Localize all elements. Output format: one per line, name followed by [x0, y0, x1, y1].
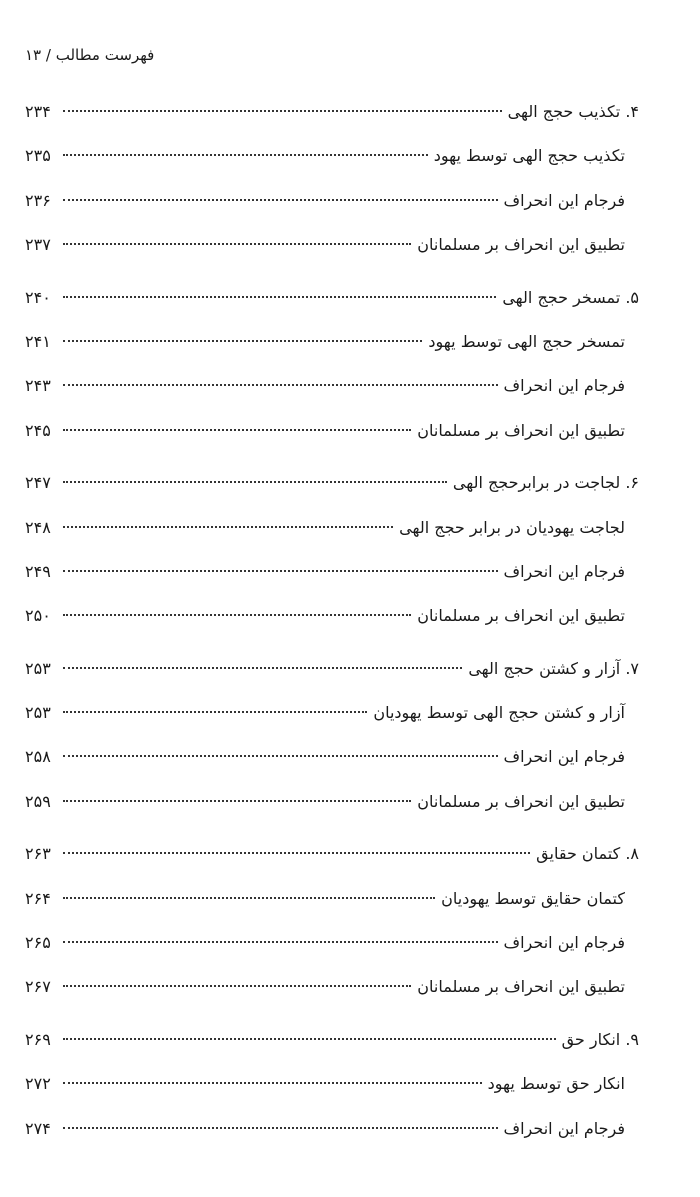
toc-item[interactable]	[25, 1107, 639, 1151]
toc-heading[interactable]	[25, 1018, 639, 1062]
toc-entry-title: ۵. تمسخر حجج الهی	[502, 287, 639, 307]
toc-entry-title: آزار و کشتن حجج الهی توسط یهودیان	[373, 703, 625, 723]
toc-entry-page: ۲۳۴	[25, 102, 51, 121]
toc-item[interactable]	[25, 364, 639, 408]
dot-leader	[63, 1127, 498, 1129]
toc-entry-title: فرجام این انحراف	[503, 933, 625, 953]
toc-item[interactable]	[25, 179, 639, 223]
toc-entry-page: ۲۵۹	[25, 791, 51, 811]
toc-entry-title: تکذیب حجج الهی توسط یهود	[433, 146, 625, 166]
toc-section	[25, 90, 639, 268]
toc-entry-title: فرجام این انحراف	[503, 190, 625, 210]
toc-entry-page: ۲۵۰	[25, 606, 51, 626]
dot-leader	[63, 1038, 556, 1040]
toc-entry-page: ۲۴۵	[25, 420, 51, 440]
dot-leader	[63, 985, 411, 987]
toc-entry-page: ۲۴۱	[25, 331, 51, 351]
toc-entry-title: تطبیق این انحراف بر مسلمانان	[417, 977, 625, 997]
toc-entry-title: تطبیق این انحراف بر مسلمانان	[417, 791, 625, 811]
dot-leader	[63, 1082, 482, 1084]
toc-section	[25, 276, 639, 454]
toc-entry-page: ۲۶۹	[25, 1029, 51, 1049]
dot-leader	[63, 614, 411, 616]
toc-entry-page: ۲۵۳	[25, 703, 51, 723]
dot-leader	[63, 199, 498, 201]
toc-item[interactable]	[25, 134, 639, 178]
toc-entry-page: ۲۴۷	[25, 473, 51, 493]
toc-section	[25, 461, 639, 639]
toc-entry-page: ۲۳۵	[25, 146, 51, 166]
toc-entry-title: فرجام این انحراف	[503, 747, 625, 767]
dot-leader	[63, 897, 435, 899]
dot-leader	[63, 110, 502, 112]
dot-leader	[63, 852, 530, 854]
toc-item[interactable]	[25, 921, 639, 965]
toc-entry-title: فرجام این انحراف	[503, 1118, 625, 1138]
toc-item[interactable]	[25, 877, 639, 921]
toc-entry-page: ۲۴۰	[25, 287, 51, 307]
toc-entry-page: ۲۷۴	[25, 1118, 51, 1138]
dot-leader	[63, 296, 496, 298]
toc-item[interactable]	[25, 1062, 639, 1106]
dot-leader	[63, 481, 447, 483]
dot-leader	[63, 526, 393, 528]
toc-entry-page: ۲۶۳	[25, 844, 51, 864]
toc-entry-title: ۹. انکار حق	[561, 1029, 639, 1049]
toc-section	[25, 647, 639, 825]
toc-entry-title: تطبیق این انحراف بر مسلمانان	[417, 420, 625, 440]
toc-entry-page: ۲۷۲	[25, 1074, 51, 1094]
toc-entry-page: ۲۳۶	[25, 190, 51, 210]
toc-entry-title: تطبیق این انحراف بر مسلمانان	[417, 606, 625, 626]
toc-heading[interactable]	[25, 276, 639, 320]
dot-leader	[63, 667, 462, 669]
toc-item[interactable]	[25, 594, 639, 638]
dot-leader	[63, 711, 367, 713]
toc-entry-page: ۲۵۳	[25, 658, 51, 678]
toc-entry-page: ۲۵۸	[25, 747, 51, 767]
toc-entry-title: تمسخر حجج الهی توسط یهود	[428, 331, 625, 351]
toc-item[interactable]	[25, 965, 639, 1009]
dot-leader	[63, 941, 498, 943]
toc-entry-page: ۲۴۹	[25, 561, 51, 581]
toc-entry-title: کتمان حقایق توسط یهودیان	[441, 888, 625, 908]
toc-entry-title: ۸. کتمان حقایق	[536, 844, 639, 864]
toc-item[interactable]	[25, 735, 639, 779]
toc-entry-page: ۲۶۷	[25, 977, 51, 997]
toc-heading[interactable]	[25, 90, 639, 134]
dot-leader	[63, 340, 422, 342]
toc-section	[25, 832, 639, 1010]
toc-entry-title: ۶. لجاجت در برابرحجج الهی	[452, 473, 639, 493]
dot-leader	[63, 755, 498, 757]
dot-leader	[63, 384, 498, 386]
toc-entry-title: انکار حق توسط یهود	[487, 1074, 625, 1094]
dot-leader	[63, 570, 498, 572]
toc-entry-page: ۲۶۵	[25, 933, 51, 953]
dot-leader	[63, 243, 411, 245]
toc-entry-title: فرجام این انحراف	[503, 376, 625, 396]
toc-entry-title: تطبیق این انحراف بر مسلمانان	[417, 235, 625, 255]
toc-entry-page: ۲۶۴	[25, 888, 51, 908]
toc-entry-title: فرجام این انحراف	[503, 561, 625, 581]
toc-item[interactable]	[25, 320, 639, 364]
toc-item[interactable]	[25, 223, 639, 267]
toc-item[interactable]	[25, 691, 639, 735]
toc-item[interactable]	[25, 550, 639, 594]
toc-item[interactable]	[25, 780, 639, 824]
toc-heading[interactable]	[25, 461, 639, 505]
table-of-contents	[25, 90, 639, 1159]
toc-entry-title: ۷. آزار و کشتن حجج الهی	[468, 658, 639, 678]
toc-heading[interactable]	[25, 832, 639, 876]
dot-leader	[63, 429, 411, 431]
toc-entry-title: ۴. تکذیب حجج الهی	[507, 102, 639, 121]
toc-entry-title: لجاجت یهودیان در برابر حجج الهی	[399, 517, 625, 537]
dot-leader	[63, 154, 428, 156]
toc-item[interactable]	[25, 506, 639, 550]
toc-entry-page: ۲۳۷	[25, 235, 51, 255]
dot-leader	[63, 800, 411, 802]
toc-item[interactable]	[25, 409, 639, 453]
toc-entry-page: ۲۴۳	[25, 376, 51, 396]
toc-entry-page: ۲۴۸	[25, 517, 51, 537]
toc-section	[25, 1018, 639, 1151]
toc-heading[interactable]	[25, 647, 639, 691]
page-header: فهرست مطالب / ۱۳	[25, 46, 155, 64]
